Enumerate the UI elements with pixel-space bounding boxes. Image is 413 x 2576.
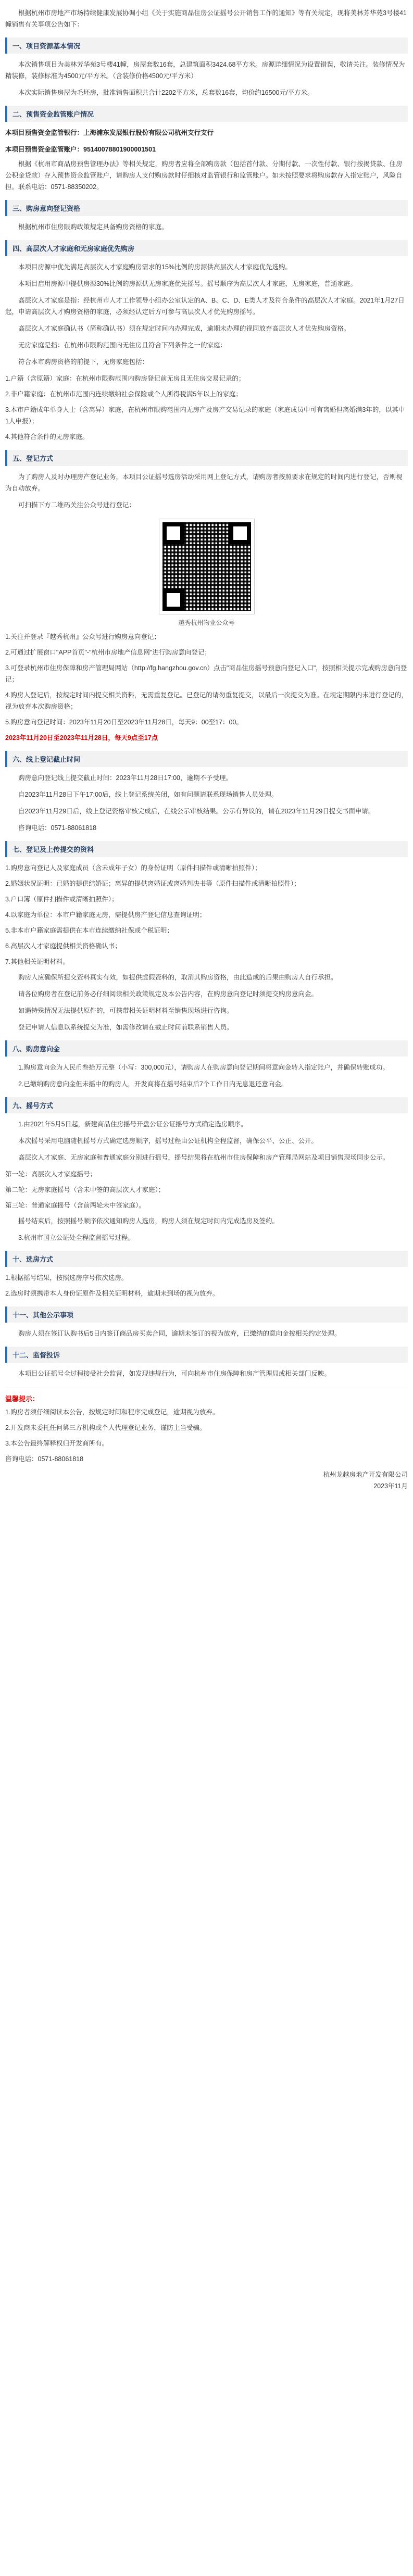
list-item: 第二轮：无房家庭摇号（含未中签的高层次人才家庭）；	[5, 1186, 165, 1193]
section-4-p2: 本项目启用房源中提供房源30%比例的房源供无房家庭优先摇号。摇号顺序为高层次人才家庭，无房家庭，普通家庭。	[18, 280, 357, 287]
notice-title: 温馨提示：	[5, 1395, 40, 1403]
notice-phone: 咨询电话：0571-88061818	[5, 1455, 84, 1463]
section-12-p1: 本项目公证摇号全过程接受社会监督，如发现违规行为，可向杭州市住房保障和房产管理局或相关部门反映。	[18, 1370, 331, 1377]
qr-code-label: 越秀杭州物业公众号	[178, 619, 235, 626]
section-4-p3: 高层次人才家庭是指：经杭州市人才工作领导小组办公室认定的A、B、C、D、E类人才及符合条件的高层次人才家庭。2021年1月27日起，申请高层次人才购房资格的家庭，必须经认定后方可参与高层次人才优先购房摇号。	[5, 297, 405, 316]
section-6-p1: 购房意向登记线上提交截止时间：2023年11月28日17:00，逾期不予受理。	[18, 774, 232, 782]
list-item: 2.可通过扩展窗口"APP首页"-"杭州市房地产信息网"进行购房意向登记；	[5, 649, 211, 656]
supervision-bank: 本项目预售资金监管银行：上海浦东发展银行股份有限公司杭州支行支行	[5, 129, 214, 136]
section-6-title: 六、线上登记截止时间	[5, 751, 408, 767]
section-7-title: 七、登记及上传提交的资料	[5, 841, 408, 857]
section-7-p2: 请各位购房者在登记前务必仔细阅读相关政策规定及本公告内容，在购房意向登记时须提交购房意向金。	[18, 990, 318, 998]
section-10-title: 十、选房方式	[5, 1251, 408, 1267]
section-11-p1: 购房人须在签订认购书后5日内签订商品房买卖合同，逾期未签订的视为放弃，已缴纳的意向金按相关约定处理。	[18, 1330, 341, 1337]
list-item: 3.户口簿（原件扫描件或清晰拍照件）；	[5, 896, 118, 903]
company-name: 杭州龙越房地产开发有限公司	[323, 1471, 408, 1478]
list-item: 7.其他相关证明材料。	[5, 958, 69, 965]
section-12-title: 十二、监督投诉	[5, 1347, 408, 1363]
list-item: 1.关注并登录『越秀杭州』公众号进行购房意向登记；	[5, 633, 160, 640]
section-1-title: 一、项目资源基本情况	[5, 37, 408, 54]
qr-code-block	[5, 519, 408, 627]
section-2-title: 二、预售资金监管账户情况	[5, 106, 408, 122]
list-item: 3.本市户籍成年单身人士（含离异）家庭，在杭州市限购范围内无房产及房产交易记录的家庭（家庭成员中可有离婚但离婚满3年的，以其中1人申报）；	[5, 406, 405, 425]
list-item: 6.高层次人才家庭提供相关资格确认书；	[5, 943, 121, 950]
section-7-p4: 登记申请人信息以系统提交为准，如需修改请在截止时间前联系销售人员。	[18, 1024, 233, 1031]
section-4-title: 四、高层次人才家庭和无房家庭优先购房	[5, 240, 408, 256]
section-8-p2: 2.已缴纳购房意向金但未摇中的购房人，开发商将在摇号结束后7个工作日内无息退还意向金。	[18, 1080, 288, 1088]
section-9-p5: 3.杭州市国立公证处全程监督摇号过程。	[18, 1234, 134, 1241]
notice-block	[5, 1388, 408, 1465]
supervision-account: 本项目预售资金监管账户：95140078801900001501	[5, 146, 156, 153]
section-7-p3: 如遇特殊情况无法提供原件的，可携带相关证明材料至销售现场进行咨询。	[18, 1007, 233, 1014]
section-5-title: 五、登记方式	[5, 450, 408, 466]
section-4-p6: 符合本市购房资格的前提下，无房家庭包括：	[18, 358, 149, 366]
section-9-title: 九、摇号方式	[5, 1097, 408, 1113]
section-9-p2: 本次摇号采用电脑随机摇号方式确定选房顺序，摇号过程由公证机构全程监督，确保公平、公正、公开。	[18, 1137, 318, 1145]
section-8-p1: 1.购房意向金为人民币叁拾万元整（小写：300,000元），请购房人在购房意向登记期间将意向金转入指定账户，并确保转账成功。	[18, 1064, 389, 1071]
list-item: 4.购房人登记后，按规定时间内提交相关资料，无需重复登记。已登记的请勿重复提交，以最后一次提交为准。在规定期限内未进行登记的，视为放弃本次购房资格；	[5, 692, 408, 710]
list-item: 3.可登录杭州市住房保障和房产管理局网站（http://fg.hangzhou.gov.cn）点击"商品住房摇号预意向登记入口"，按照相关提示完成购房意向登记；	[5, 664, 407, 683]
section-1-p1: 本次销售项目为美林芳华苑3号楼41幢，房屋套数16套，总建筑面积3424.68平方米。房源详细情况为设置错误，敬请关注。装修情况为精装修，装修标准为4500元/平方米。（含装修价格4500元/平方米）	[5, 61, 405, 80]
signature-block	[5, 1469, 408, 1492]
list-item: 第一轮：高层次人才家庭摇号；	[5, 1171, 97, 1178]
list-item: 5.非本市户籍家庭需提供在本市连续缴纳社保或个税证明；	[5, 927, 173, 934]
sign-date: 2023年11月	[373, 1482, 408, 1490]
section-8-title: 八、购房意向金	[5, 1040, 408, 1057]
list-item: 2.婚姻状况证明：已婚的提供结婚证；离异的提供离婚证或离婚判决书等（原件扫描件或清晰拍照件）；	[5, 880, 301, 887]
list-item: 3.本公告最终解释权归开发商所有。	[5, 1440, 108, 1447]
section-1-p2: 本次实际销售房屋为毛坯房，批准销售面积共合计2202平方米，总套数16套，均价约16500元/平方米。	[18, 89, 314, 96]
section-6-phone: 咨询电话：0571-88061818	[18, 824, 97, 832]
section-4-p1: 本项目房源中优先满足高层次人才家庭购房需求的15%比例的房源供高层次人才家庭优先选购。	[18, 263, 292, 271]
section-11-title: 十一、其他公示事项	[5, 1306, 408, 1323]
section-9-p3: 高层次人才家庭、无房家庭和普通家庭分别进行摇号，摇号结果将在杭州市住房保障和房产管理局网站及项目销售现场同步公示。	[18, 1154, 390, 1161]
section-3-title: 三、购房意向登记资格	[5, 200, 408, 216]
section-4-p4: 高层次人才家庭确认书（简称确认书）须在规定时间内办理完成，逾期未办理的视同放弃高层次人才优先购房资格。	[18, 325, 351, 332]
section-3-p1: 根据杭州市住房限购政策规定具备购房资格的家庭。	[18, 223, 168, 231]
section-2-p1: 根据《杭州市商品房预售管理办法》等相关规定，购房者应将全部购房款（包括首付款、分期付款、一次性付款、银行按揭贷款、住房公积金贷款）存入预售资金监管账户，请购房人支付购房款时仔细核对监管银行和监管账户。如未按照要求将购房款存入指定账户，风险自担。联系电话：0571-88350202。	[5, 160, 403, 191]
section-5-p1: 为了购房人及时办理房产登记业务，本项目公证摇号选房活动采用网上登记方式，请购房者按照要求在规定的时间内进行登记，否则视为自动放弃。	[5, 473, 403, 492]
registration-time-highlight: 2023年11月20日至2023年11月28日，每天9点至17点	[5, 734, 158, 742]
section-4-p5: 无房家庭是指：在杭州市限购范围内无住房且符合下列条件之一的家庭：	[18, 342, 227, 349]
section-5-p2: 可扫描下方二维码关注公众号进行登记：	[18, 501, 136, 509]
section-9-p1: 1.由2021年5月5日起，新建商品住房摇号开盘公证公证摇号方式确定选房顺序。	[18, 1121, 247, 1128]
section-9-p4: 摇号结束后，按照摇号顺序依次通知购房人选房，购房人须在规定时间内完成选房及签约。	[18, 1217, 279, 1225]
list-item: 第三轮：普通家庭摇号（含前两轮未中签家庭）。	[5, 1202, 145, 1209]
list-item: 1.户籍（含原籍）家庭：在杭州市限购范围内购房登记前无房且无住房交易记录的；	[5, 375, 245, 382]
list-item: 4.其他符合条件的无房家庭。	[5, 433, 89, 441]
list-item: 2.选房时须携带本人身份证原件及相关证明材料，逾期未到场的视为放弃。	[5, 1290, 219, 1297]
intro-paragraph: 根据杭州市房地产市场持续健康发展协调小组《关于实施商品住房公证摇号公开销售工作的通知》等有关规定，现将美林芳华苑3号楼41幢销售有关事项公告如下：	[5, 9, 407, 28]
list-item: 2.开发商未委托任何第三方机构或个人代理登记业务，谨防上当受骗。	[5, 1424, 206, 1431]
qr-code-icon[interactable]	[159, 519, 254, 614]
section-6-p3: 自2023年11月29日后，线上登记资格审核完成后，在线公示审核结果。公示有异议的，请在2023年11月29日提交书面申请。	[18, 808, 375, 815]
list-item: 1.购房意向登记人及家庭成员（含未成年子女）的身份证明（原件扫描件或清晰拍照件）；	[5, 864, 261, 872]
section-7-p1: 购房人应确保所提交资料真实有效，如提供虚假资料的，取消其购房资格，由此造成的后果由购房人自行承担。	[18, 974, 337, 981]
list-item: 5.购房意向登记时间：2023年11月20日至2023年11月28日，每天9：00至17：00。	[5, 719, 243, 726]
list-item: 1.购房者须仔细阅读本公告，按规定时间和程序完成登记，逾期视为放弃。	[5, 1409, 219, 1416]
list-item: 4.以家庭为单位：本市户籍家庭无房，需提供房产登记信息查询证明；	[5, 911, 206, 919]
list-item: 2.非户籍家庭：在杭州市范围内连续缴纳社会保险或个人所得税满5年以上的家庭；	[5, 391, 242, 398]
section-6-p2: 自2023年11月28日下午17:00后，线上登记系统关闭，如有问题请联系现场销售人员处理。	[18, 791, 278, 798]
list-item: 1.根据摇号结果，按照选房序号依次选房。	[5, 1274, 128, 1281]
